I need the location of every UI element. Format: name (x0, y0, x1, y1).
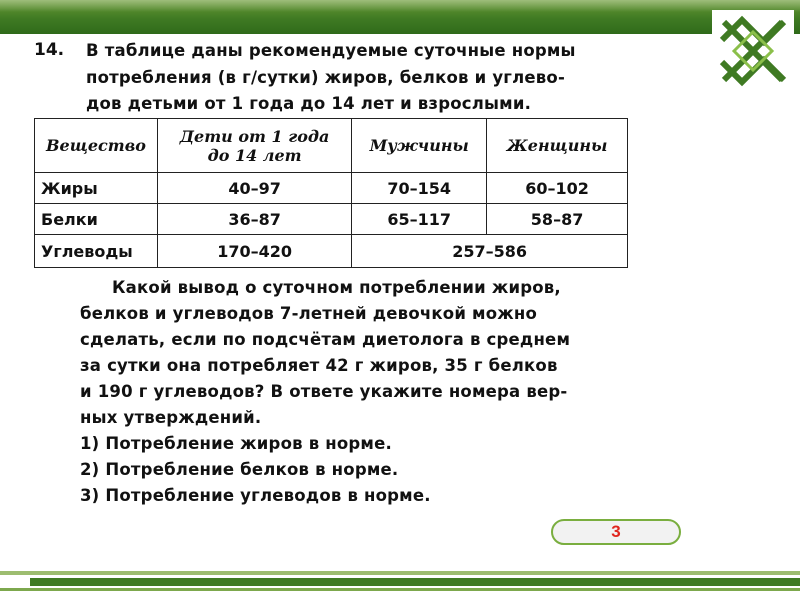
option-1-text: Потребление жиров в норме. (105, 434, 392, 453)
bottom-band (30, 578, 800, 586)
table-header-row (35, 119, 628, 173)
knot-logo-icon (712, 10, 794, 92)
header-substance: Вещество (35, 119, 158, 173)
option-2-text: Потребление белков в норме. (105, 460, 399, 479)
option-1 (80, 434, 392, 453)
question-number: 14. (34, 40, 65, 60)
option-2-number: 2) (80, 460, 100, 479)
cell-women: 60–102 (487, 173, 628, 204)
table-row (35, 235, 628, 268)
option-3-number: 3) (80, 486, 100, 505)
task-line-3: сделать, если по подсчётам диетолога в среднем (80, 330, 571, 349)
header-children (157, 119, 351, 173)
task-line-6: ных утверждений. (80, 408, 262, 427)
cell-substance: Углеводы (35, 235, 158, 268)
question-line-1: В таблице даны рекомендуемые суточные нормы (86, 41, 576, 60)
bottom-band-light (0, 571, 800, 575)
task-line-2: белков и углеводов 7-летней девочкой можно (80, 304, 538, 323)
option-3-text: Потребление углеводов в норме. (105, 486, 431, 505)
cell-men: 70–154 (352, 173, 487, 204)
slide-area (30, 34, 686, 562)
table-row (35, 173, 628, 204)
cell-adults: 257–586 (352, 235, 628, 268)
header-men: Мужчины (352, 119, 487, 173)
header-women: Женщины (487, 119, 628, 173)
cell-women: 58–87 (487, 204, 628, 235)
question-line-3: дов детьми от 1 года до 14 лет и взрослыми. (86, 94, 532, 113)
cell-children: 170–420 (157, 235, 351, 268)
cell-children: 36–87 (157, 204, 351, 235)
cell-substance: Жиры (35, 173, 158, 204)
norms-table (34, 118, 628, 268)
header-children-line-2: до 14 лет (207, 145, 302, 165)
table-row (35, 204, 628, 235)
option-3 (80, 486, 431, 505)
question-line-2: потребления (в г/сутки) жиров, белков и углево- (86, 68, 565, 87)
cell-substance: Белки (35, 204, 158, 235)
task-line-4: за сутки она потребляет 42 г жиров, 35 г белков (80, 356, 558, 375)
top-band-shine (0, 0, 800, 12)
bottom-band-thin (0, 588, 800, 591)
answer-button[interactable]: 3 (551, 519, 681, 545)
task-line-1: Какой вывод о суточном потреблении жиров, (112, 278, 561, 297)
task-line-5: и 190 г углеводов? В ответе укажите номера вер- (80, 382, 568, 401)
option-1-number: 1) (80, 434, 100, 453)
header-children-line-1: Дети от 1 года (179, 126, 330, 146)
cell-men: 65–117 (352, 204, 487, 235)
option-2 (80, 460, 398, 479)
cell-children: 40–97 (157, 173, 351, 204)
